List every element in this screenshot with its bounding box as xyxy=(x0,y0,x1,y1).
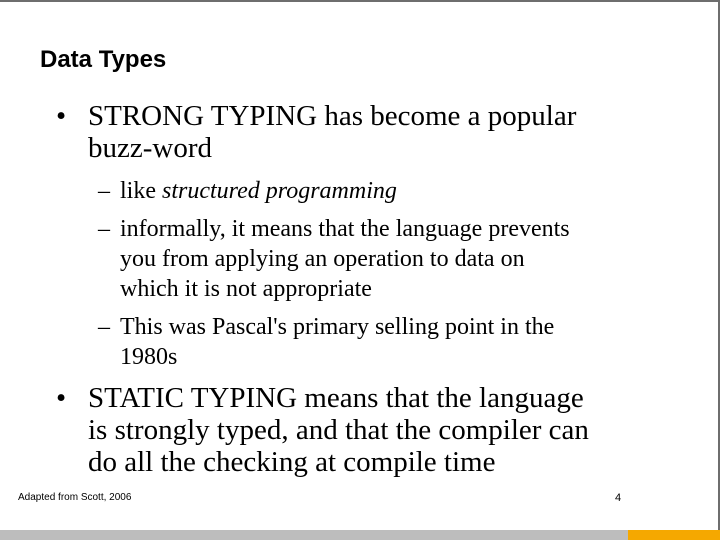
bullet-1-line-1: STRONG TYPING has become a popular xyxy=(88,100,577,132)
page-number: 4 xyxy=(615,492,622,504)
sub-bullet-3-line-2: 1980s xyxy=(120,344,178,370)
bullet-2-marker: • xyxy=(56,382,67,414)
sub-bullet-2-marker: – xyxy=(98,216,110,242)
bullet-2-line-2: is strongly typed, and that the compiler can xyxy=(88,414,589,446)
sub-bullet-3-marker: – xyxy=(98,314,110,340)
sub-bullet-1-line-1 xyxy=(120,176,660,206)
bottom-band xyxy=(0,530,720,540)
bullet-2-line-3: do all the checking at compile time xyxy=(88,446,496,478)
bottom-accent-bar xyxy=(628,530,720,540)
bullet-1 xyxy=(56,100,658,164)
slide-title: Data Types xyxy=(40,46,167,73)
sub-bullet-2-line-1: informally, it means that the language prevents xyxy=(120,216,570,242)
sub-bullet-1-marker: – xyxy=(98,178,110,204)
sub-bullet-3 xyxy=(98,312,660,372)
sub-bullet-1-italic: structured programming xyxy=(162,178,397,204)
bullet-2-line-1: STATIC TYPING means that the language xyxy=(88,382,584,414)
bullet-1-marker: • xyxy=(56,100,67,132)
sub-bullet-3-line-1: This was Pascal's primary selling point in the xyxy=(120,314,555,340)
sub-bullet-2-line-3: which it is not appropriate xyxy=(120,276,372,302)
sub-bullet-1 xyxy=(98,176,660,206)
sub-bullet-2-line-2: you from applying an operation to data on xyxy=(120,246,525,272)
bullet-2 xyxy=(56,382,658,478)
footer-credit: Adapted from Scott, 2006 xyxy=(18,492,132,503)
sub-bullet-1-prefix: like xyxy=(120,178,162,204)
top-rule xyxy=(0,0,720,2)
sub-bullet-2 xyxy=(98,214,660,304)
bullet-1-line-2: buzz-word xyxy=(88,132,213,164)
